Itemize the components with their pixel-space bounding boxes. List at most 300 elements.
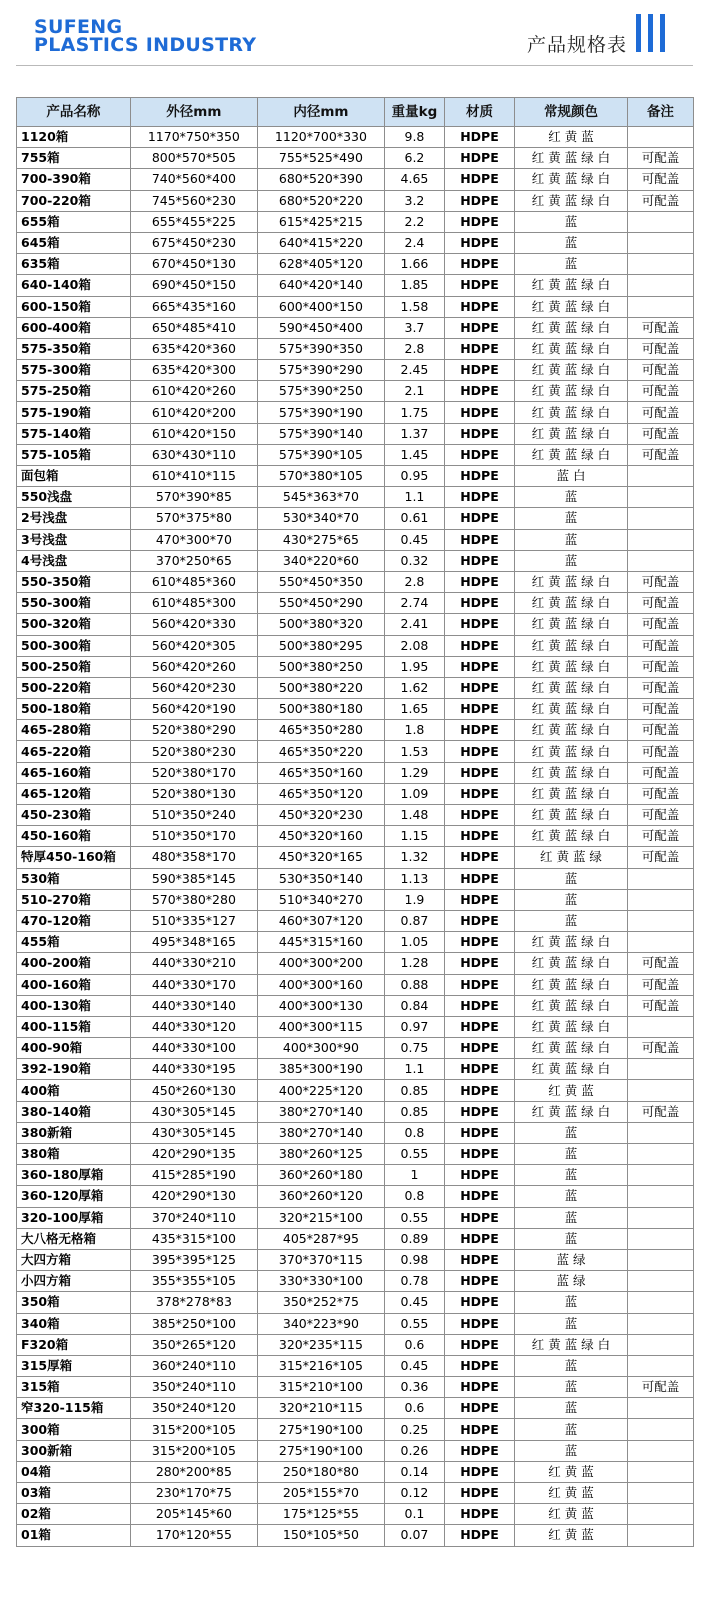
product-name-cell: 575-105箱: [17, 444, 131, 465]
weight-cell: 0.88: [384, 974, 444, 995]
weight-cell: 1.37: [384, 423, 444, 444]
outer-size-cell: 350*240*110: [130, 1377, 257, 1398]
table-row: [17, 1080, 694, 1101]
outer-size-cell: 420*290*135: [130, 1144, 257, 1165]
product-name-cell: 465-280箱: [17, 720, 131, 741]
outer-size-cell: 350*265*120: [130, 1334, 257, 1355]
material-cell: HDPE: [444, 296, 514, 317]
colors-cell: 蓝: [515, 508, 628, 529]
weight-cell: 9.8: [384, 127, 444, 148]
remark-cell: 可配盖: [627, 169, 693, 190]
product-name-cell: 645箱: [17, 232, 131, 253]
remark-cell: 可配盖: [627, 699, 693, 720]
material-cell: HDPE: [444, 550, 514, 571]
colors-cell: 红 黄 蓝 绿 白: [515, 381, 628, 402]
material-cell: HDPE: [444, 805, 514, 826]
material-cell: HDPE: [444, 169, 514, 190]
inner-size-cell: 340*220*60: [257, 550, 384, 571]
product-name-cell: 特厚450-160箱: [17, 847, 131, 868]
material-cell: HDPE: [444, 1355, 514, 1376]
outer-size-cell: 520*380*230: [130, 741, 257, 762]
inner-size-cell: 465*350*220: [257, 741, 384, 762]
material-cell: HDPE: [444, 974, 514, 995]
weight-cell: 0.32: [384, 550, 444, 571]
table-row: [17, 487, 694, 508]
material-cell: HDPE: [444, 677, 514, 698]
weight-cell: 0.61: [384, 508, 444, 529]
material-cell: HDPE: [444, 826, 514, 847]
remark-cell: [627, 296, 693, 317]
colors-cell: 红 黄 蓝 绿 白: [515, 826, 628, 847]
material-cell: HDPE: [444, 847, 514, 868]
inner-size-cell: 405*287*95: [257, 1228, 384, 1249]
table-row: [17, 1207, 694, 1228]
remark-cell: 可配盖: [627, 762, 693, 783]
weight-cell: 0.6: [384, 1398, 444, 1419]
table-row: [17, 190, 694, 211]
material-cell: HDPE: [444, 995, 514, 1016]
colors-cell: 蓝: [515, 529, 628, 550]
inner-size-cell: 465*350*280: [257, 720, 384, 741]
material-cell: HDPE: [444, 1080, 514, 1101]
weight-cell: 2.41: [384, 614, 444, 635]
material-cell: HDPE: [444, 1440, 514, 1461]
colors-cell: 蓝: [515, 1165, 628, 1186]
inner-size-cell: 275*190*100: [257, 1419, 384, 1440]
colors-cell: 红 黄 蓝: [515, 1504, 628, 1525]
outer-size-cell: 510*350*240: [130, 805, 257, 826]
table-row: [17, 423, 694, 444]
inner-size-cell: 500*380*250: [257, 656, 384, 677]
product-name-cell: 640-140箱: [17, 275, 131, 296]
product-name-cell: 755箱: [17, 148, 131, 169]
material-cell: HDPE: [444, 232, 514, 253]
table-row: [17, 1377, 694, 1398]
colors-cell: 红 黄 蓝: [515, 1461, 628, 1482]
inner-size-cell: 400*225*120: [257, 1080, 384, 1101]
outer-size-cell: 1170*750*350: [130, 127, 257, 148]
remark-cell: 可配盖: [627, 317, 693, 338]
inner-size-cell: 450*320*160: [257, 826, 384, 847]
brand-line-1: SUFENG: [34, 16, 123, 38]
outer-size-cell: 385*250*100: [130, 1313, 257, 1334]
weight-cell: 1.66: [384, 254, 444, 275]
material-cell: HDPE: [444, 783, 514, 804]
remark-cell: [627, 1059, 693, 1080]
product-name-cell: 550-300箱: [17, 593, 131, 614]
material-cell: HDPE: [444, 529, 514, 550]
weight-cell: 1.9: [384, 889, 444, 910]
product-name-cell: 大四方箱: [17, 1249, 131, 1270]
material-cell: HDPE: [444, 211, 514, 232]
outer-size-cell: 670*450*130: [130, 254, 257, 275]
outer-size-cell: 630*430*110: [130, 444, 257, 465]
material-cell: HDPE: [444, 402, 514, 423]
inner-size-cell: 550*450*290: [257, 593, 384, 614]
weight-cell: 0.89: [384, 1228, 444, 1249]
product-name-cell: 340箱: [17, 1313, 131, 1334]
outer-size-cell: 590*385*145: [130, 868, 257, 889]
table-row: [17, 1504, 694, 1525]
weight-cell: 1.65: [384, 699, 444, 720]
outer-size-cell: 440*330*100: [130, 1038, 257, 1059]
inner-size-cell: 680*520*220: [257, 190, 384, 211]
table-row: [17, 232, 694, 253]
outer-size-cell: 740*560*400: [130, 169, 257, 190]
colors-cell: 红 黄 蓝 绿 白: [515, 1334, 628, 1355]
table-row: [17, 360, 694, 381]
inner-size-cell: 380*260*125: [257, 1144, 384, 1165]
colors-cell: 红 黄 蓝 绿 白: [515, 953, 628, 974]
weight-cell: 3.7: [384, 317, 444, 338]
colors-cell: 红 黄 蓝 绿 白: [515, 444, 628, 465]
table-row: [17, 381, 694, 402]
remark-cell: 可配盖: [627, 741, 693, 762]
table-row: [17, 762, 694, 783]
product-name-cell: 380箱: [17, 1144, 131, 1165]
outer-size-cell: 450*260*130: [130, 1080, 257, 1101]
material-cell: HDPE: [444, 868, 514, 889]
weight-cell: 2.2: [384, 211, 444, 232]
colors-cell: 红 黄 蓝 绿 白: [515, 614, 628, 635]
table-row: [17, 254, 694, 275]
table-row: [17, 1313, 694, 1334]
colors-cell: 蓝: [515, 1313, 628, 1334]
outer-size-cell: 560*420*260: [130, 656, 257, 677]
col-material-header: 材质: [444, 98, 514, 127]
material-cell: HDPE: [444, 444, 514, 465]
inner-size-cell: 340*223*90: [257, 1313, 384, 1334]
outer-size-cell: 415*285*190: [130, 1165, 257, 1186]
inner-size-cell: 680*520*390: [257, 169, 384, 190]
colors-cell: 蓝: [515, 1122, 628, 1143]
outer-size-cell: 420*290*130: [130, 1186, 257, 1207]
weight-cell: 1.48: [384, 805, 444, 826]
table-row: [17, 275, 694, 296]
product-name-cell: 360-180厚箱: [17, 1165, 131, 1186]
inner-size-cell: 575*390*290: [257, 360, 384, 381]
table-row: [17, 847, 694, 868]
weight-cell: 0.45: [384, 1355, 444, 1376]
material-cell: HDPE: [444, 317, 514, 338]
col-product-name-header: 产品名称: [17, 98, 131, 127]
inner-size-cell: 205*155*70: [257, 1483, 384, 1504]
bar-2: [648, 14, 653, 52]
remark-cell: [627, 1228, 693, 1249]
decorative-bars-icon: [636, 14, 665, 52]
product-name-cell: 04箱: [17, 1461, 131, 1482]
inner-size-cell: 465*350*120: [257, 783, 384, 804]
remark-cell: [627, 1461, 693, 1482]
material-cell: HDPE: [444, 656, 514, 677]
brand-logo: [34, 18, 256, 54]
weight-cell: 0.45: [384, 529, 444, 550]
colors-cell: 蓝 白: [515, 466, 628, 487]
inner-size-cell: 250*180*80: [257, 1461, 384, 1482]
colors-cell: 蓝: [515, 487, 628, 508]
remark-cell: [627, 1313, 693, 1334]
colors-cell: 红 黄 蓝 绿 白: [515, 1101, 628, 1122]
weight-cell: 1.58: [384, 296, 444, 317]
table-row: [17, 910, 694, 931]
inner-size-cell: 360*260*120: [257, 1186, 384, 1207]
product-name-cell: 400-90箱: [17, 1038, 131, 1059]
inner-size-cell: 315*210*100: [257, 1377, 384, 1398]
table-row: [17, 889, 694, 910]
inner-size-cell: 400*300*130: [257, 995, 384, 1016]
remark-cell: 可配盖: [627, 720, 693, 741]
product-name-cell: 700-390箱: [17, 169, 131, 190]
remark-cell: 可配盖: [627, 360, 693, 381]
colors-cell: 红 黄 蓝 绿 白: [515, 974, 628, 995]
product-name-cell: 450-230箱: [17, 805, 131, 826]
table-row: [17, 974, 694, 995]
material-cell: HDPE: [444, 275, 514, 296]
colors-cell: 蓝: [515, 1228, 628, 1249]
inner-size-cell: 590*450*400: [257, 317, 384, 338]
material-cell: HDPE: [444, 635, 514, 656]
table-row: [17, 1440, 694, 1461]
inner-size-cell: 400*300*90: [257, 1038, 384, 1059]
table-row: [17, 868, 694, 889]
product-name-cell: 360-120厚箱: [17, 1186, 131, 1207]
remark-cell: 可配盖: [627, 423, 693, 444]
col-remark-header: 备注: [627, 98, 693, 127]
inner-size-cell: 175*125*55: [257, 1504, 384, 1525]
material-cell: HDPE: [444, 593, 514, 614]
remark-cell: [627, 1016, 693, 1037]
inner-size-cell: 755*525*490: [257, 148, 384, 169]
table-row: [17, 1483, 694, 1504]
weight-cell: 1: [384, 1165, 444, 1186]
material-cell: HDPE: [444, 571, 514, 592]
col-outer-size-header: 外径mm: [130, 98, 257, 127]
outer-size-cell: 230*170*75: [130, 1483, 257, 1504]
material-cell: HDPE: [444, 889, 514, 910]
material-cell: HDPE: [444, 508, 514, 529]
inner-size-cell: 570*380*105: [257, 466, 384, 487]
table-row: [17, 550, 694, 571]
colors-cell: 蓝: [515, 1355, 628, 1376]
weight-cell: 0.97: [384, 1016, 444, 1037]
material-cell: HDPE: [444, 699, 514, 720]
colors-cell: 红 黄 蓝 绿 白: [515, 932, 628, 953]
inner-size-cell: 500*380*180: [257, 699, 384, 720]
table-row: [17, 953, 694, 974]
product-name-cell: 320-100厚箱: [17, 1207, 131, 1228]
material-cell: HDPE: [444, 1038, 514, 1059]
colors-cell: 蓝: [515, 1398, 628, 1419]
inner-size-cell: 575*390*105: [257, 444, 384, 465]
colors-cell: 红 黄 蓝 绿 白: [515, 338, 628, 359]
inner-size-cell: 385*300*190: [257, 1059, 384, 1080]
colors-cell: 红 黄 蓝 绿 白: [515, 677, 628, 698]
colors-cell: 蓝: [515, 868, 628, 889]
remark-cell: [627, 508, 693, 529]
material-cell: HDPE: [444, 1122, 514, 1143]
remark-cell: [627, 1207, 693, 1228]
table-row: [17, 148, 694, 169]
product-name-cell: 500-180箱: [17, 699, 131, 720]
colors-cell: 蓝: [515, 232, 628, 253]
colors-cell: 红 黄 蓝 绿 白: [515, 296, 628, 317]
colors-cell: 红 黄 蓝: [515, 1525, 628, 1546]
weight-cell: 1.45: [384, 444, 444, 465]
product-name-cell: 400箱: [17, 1080, 131, 1101]
table-row: [17, 402, 694, 423]
remark-cell: [627, 1292, 693, 1313]
weight-cell: 0.25: [384, 1419, 444, 1440]
weight-cell: 0.55: [384, 1144, 444, 1165]
weight-cell: 0.85: [384, 1080, 444, 1101]
outer-size-cell: 570*380*280: [130, 889, 257, 910]
remark-cell: [627, 550, 693, 571]
inner-size-cell: 600*400*150: [257, 296, 384, 317]
inner-size-cell: 400*300*200: [257, 953, 384, 974]
material-cell: HDPE: [444, 741, 514, 762]
outer-size-cell: 370*240*110: [130, 1207, 257, 1228]
product-name-cell: 窄320-115箱: [17, 1398, 131, 1419]
table-row: [17, 1059, 694, 1080]
inner-size-cell: 575*390*250: [257, 381, 384, 402]
remark-cell: [627, 1483, 693, 1504]
remark-cell: 可配盖: [627, 381, 693, 402]
remark-cell: [627, 466, 693, 487]
remark-cell: [627, 1165, 693, 1186]
product-name-cell: 575-190箱: [17, 402, 131, 423]
remark-cell: [627, 275, 693, 296]
remark-cell: [627, 1186, 693, 1207]
inner-size-cell: 320*235*115: [257, 1334, 384, 1355]
material-cell: HDPE: [444, 338, 514, 359]
product-name-cell: 小四方箱: [17, 1271, 131, 1292]
weight-cell: 1.1: [384, 1059, 444, 1080]
table-row: [17, 635, 694, 656]
inner-size-cell: 550*450*350: [257, 571, 384, 592]
weight-cell: 0.98: [384, 1249, 444, 1270]
col-inner-size-header: 内径mm: [257, 98, 384, 127]
colors-cell: 红 黄 蓝 绿 白: [515, 1059, 628, 1080]
colors-cell: 红 黄 蓝 绿 白: [515, 783, 628, 804]
colors-cell: 红 黄 蓝 绿: [515, 847, 628, 868]
remark-cell: [627, 1334, 693, 1355]
weight-cell: 0.8: [384, 1186, 444, 1207]
material-cell: HDPE: [444, 762, 514, 783]
weight-cell: 1.32: [384, 847, 444, 868]
inner-size-cell: 275*190*100: [257, 1440, 384, 1461]
outer-size-cell: 560*420*190: [130, 699, 257, 720]
weight-cell: 0.55: [384, 1313, 444, 1334]
table-row: [17, 1398, 694, 1419]
outer-size-cell: 440*330*210: [130, 953, 257, 974]
product-name-cell: F320箱: [17, 1334, 131, 1355]
colors-cell: 红 黄 蓝 绿 白: [515, 635, 628, 656]
material-cell: HDPE: [444, 423, 514, 444]
outer-size-cell: 435*315*100: [130, 1228, 257, 1249]
inner-size-cell: 445*315*160: [257, 932, 384, 953]
colors-cell: 红 黄 蓝 绿 白: [515, 423, 628, 444]
remark-cell: [627, 889, 693, 910]
weight-cell: 1.95: [384, 656, 444, 677]
outer-size-cell: 520*380*130: [130, 783, 257, 804]
weight-cell: 2.8: [384, 338, 444, 359]
outer-size-cell: 610*485*300: [130, 593, 257, 614]
weight-cell: 0.45: [384, 1292, 444, 1313]
material-cell: HDPE: [444, 932, 514, 953]
material-cell: HDPE: [444, 1165, 514, 1186]
colors-cell: 蓝: [515, 254, 628, 275]
table-row: [17, 1249, 694, 1270]
header-divider: [16, 65, 693, 66]
weight-cell: 0.87: [384, 910, 444, 931]
colors-cell: 蓝: [515, 550, 628, 571]
outer-size-cell: 170*120*55: [130, 1525, 257, 1546]
remark-cell: 可配盖: [627, 974, 693, 995]
colors-cell: 红 黄 蓝: [515, 127, 628, 148]
remark-cell: 可配盖: [627, 571, 693, 592]
inner-size-cell: 575*390*140: [257, 423, 384, 444]
weight-cell: 0.36: [384, 1377, 444, 1398]
table-row: [17, 783, 694, 804]
weight-cell: 1.28: [384, 953, 444, 974]
remark-cell: 可配盖: [627, 677, 693, 698]
inner-size-cell: 430*275*65: [257, 529, 384, 550]
colors-cell: 红 黄 蓝 绿 白: [515, 805, 628, 826]
table-row: [17, 296, 694, 317]
remark-cell: [627, 1419, 693, 1440]
product-name-cell: 392-190箱: [17, 1059, 131, 1080]
outer-size-cell: 800*570*505: [130, 148, 257, 169]
outer-size-cell: 510*350*170: [130, 826, 257, 847]
inner-size-cell: 320*210*115: [257, 1398, 384, 1419]
remark-cell: [627, 1440, 693, 1461]
colors-cell: 红 黄 蓝 绿 白: [515, 995, 628, 1016]
spec-table-header: [17, 98, 694, 127]
remark-cell: 可配盖: [627, 847, 693, 868]
spec-table-body: [17, 127, 694, 1547]
colors-cell: 红 黄 蓝 绿 白: [515, 317, 628, 338]
material-cell: HDPE: [444, 1483, 514, 1504]
table-row: [17, 699, 694, 720]
inner-size-cell: 460*307*120: [257, 910, 384, 931]
material-cell: HDPE: [444, 381, 514, 402]
inner-size-cell: 575*390*350: [257, 338, 384, 359]
inner-size-cell: 380*270*140: [257, 1101, 384, 1122]
remark-cell: [627, 1504, 693, 1525]
inner-size-cell: 370*370*115: [257, 1249, 384, 1270]
colors-cell: 红 黄 蓝: [515, 1080, 628, 1101]
colors-cell: 蓝: [515, 211, 628, 232]
outer-size-cell: 440*330*170: [130, 974, 257, 995]
outer-size-cell: 690*450*150: [130, 275, 257, 296]
product-name-cell: 450-160箱: [17, 826, 131, 847]
colors-cell: 蓝: [515, 889, 628, 910]
table-row: [17, 1144, 694, 1165]
document-title: 产品规格表: [526, 34, 627, 56]
material-cell: HDPE: [444, 1313, 514, 1334]
table-row: [17, 614, 694, 635]
table-row: [17, 127, 694, 148]
table-row: [17, 1355, 694, 1376]
colors-cell: 红 黄 蓝 绿 白: [515, 593, 628, 614]
colors-cell: 蓝 绿: [515, 1249, 628, 1270]
inner-size-cell: 510*340*270: [257, 889, 384, 910]
material-cell: HDPE: [444, 190, 514, 211]
table-row: [17, 995, 694, 1016]
colors-cell: 蓝: [515, 1419, 628, 1440]
material-cell: HDPE: [444, 1334, 514, 1355]
table-row: [17, 1165, 694, 1186]
